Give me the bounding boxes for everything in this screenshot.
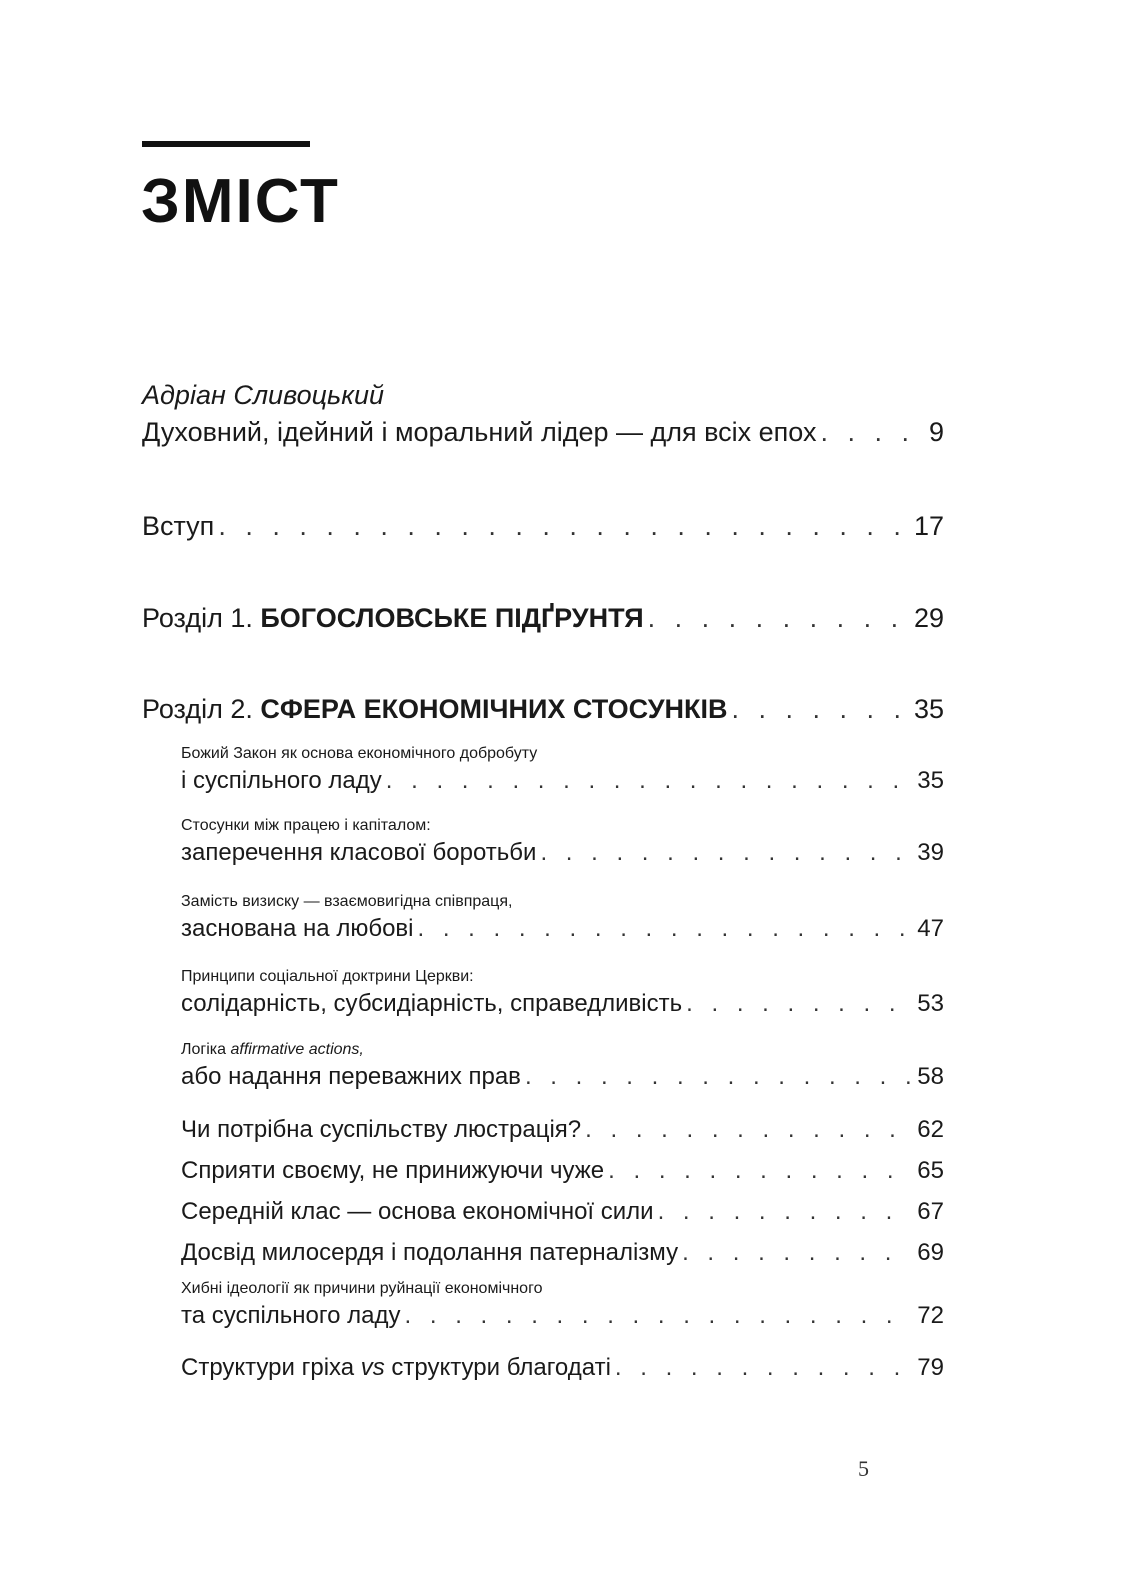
toc-section[interactable] <box>181 1198 944 1226</box>
page-ref: 53 <box>917 990 944 1017</box>
section-title-line1: Стосунки між працею і капіталом: <box>181 817 431 834</box>
section-title-line1-italic: affirmative actions, <box>230 1041 364 1058</box>
section-title-line1-text: Логіка <box>181 1041 231 1058</box>
dot-leader <box>682 1239 911 1267</box>
toc-entry-chapter-2[interactable] <box>142 694 944 725</box>
toc-section[interactable] <box>181 1157 944 1185</box>
toc-entry-intro[interactable] <box>142 511 944 542</box>
page-ref: 69 <box>917 1239 944 1266</box>
page-ref: 35 <box>913 694 944 724</box>
toc-section[interactable] <box>181 817 944 867</box>
dot-leader <box>525 1063 911 1091</box>
section-title-line1: Замість визиску — взаємовигідна співпраця, <box>181 893 513 910</box>
page-ref: 79 <box>917 1354 944 1381</box>
toc-section[interactable] <box>181 968 944 1018</box>
page-ref: 29 <box>913 603 944 633</box>
toc-section[interactable] <box>181 1041 944 1091</box>
section-title-line1 <box>181 1041 944 1059</box>
page-ref: 65 <box>917 1157 944 1184</box>
page-ref: 67 <box>917 1198 944 1225</box>
section-title-line2: або надання переважних прав <box>181 1063 521 1090</box>
page-ref: 72 <box>917 1302 944 1329</box>
section-title-part-2: структури благодаті <box>384 1354 611 1381</box>
dot-leader <box>658 1198 912 1226</box>
dot-leader <box>648 603 908 634</box>
section-title: Досвід милосердя і подолання патерналізму <box>181 1239 679 1266</box>
section-title-line1: Хибні ідеології як причини руйнації економічного <box>181 1280 543 1297</box>
dot-leader <box>732 694 908 725</box>
toc-section[interactable] <box>181 1239 944 1267</box>
section-title-line1: Принципи соціальної доктрини Церкви: <box>181 968 474 985</box>
dot-leader <box>218 511 908 542</box>
toc-section[interactable] <box>181 1280 944 1330</box>
table-of-contents <box>142 0 944 1575</box>
dot-leader <box>405 1302 912 1330</box>
dot-leader <box>540 839 911 867</box>
dot-leader <box>386 767 912 795</box>
toc-entry-chapter-1[interactable] <box>142 603 944 634</box>
page-ref: 35 <box>917 767 944 794</box>
toc-section[interactable] <box>181 893 944 943</box>
page-ref: 47 <box>917 915 944 942</box>
section-title-line2: та суспільного ладу <box>181 1302 401 1329</box>
section-title-part-1: Структури гріха <box>181 1354 361 1381</box>
dot-leader <box>615 1354 911 1382</box>
dot-leader <box>686 990 911 1018</box>
section-title: Чи потрібна суспільству люстрація? <box>181 1116 582 1143</box>
intro-title: Вступ <box>142 511 215 541</box>
dot-leader <box>608 1157 911 1185</box>
chapter-2-title: СФЕРА ЕКОНОМІЧНИХ СТОСУНКІВ <box>260 694 728 724</box>
toc-section[interactable] <box>181 1354 944 1382</box>
section-title-line2: заперечення класової боротьби <box>181 839 537 866</box>
page-title: ЗМІСТ <box>141 167 340 236</box>
page-number: 5 <box>858 1456 869 1481</box>
page-ref: 9 <box>928 417 944 447</box>
dot-leader <box>585 1116 911 1144</box>
foreword-title: Духовний, ідейний і моральний лідер — для всіх епох <box>142 417 817 447</box>
dot-leader <box>418 915 912 943</box>
section-title-italic: vs <box>360 1354 385 1381</box>
chapter-2-prefix: Розділ 2. <box>142 694 253 724</box>
foreword-author: Адріан Сливоцький <box>142 380 384 410</box>
section-title: Середній клас — основа економічної сили <box>181 1198 654 1225</box>
section-title-line2: і суспільного ладу <box>181 767 382 794</box>
chapter-1-prefix: Розділ 1. <box>142 603 253 633</box>
section-title: Сприяти своєму, не принижуючи чуже <box>181 1157 605 1184</box>
chapter-1-title: БОГОСЛОВСЬКЕ ПІДҐРУНТЯ <box>260 603 644 633</box>
section-title-line2: солідарність, субсидіарність, справедливість <box>181 990 683 1017</box>
section-title-line2: заснована на любові <box>181 915 414 942</box>
page-ref: 58 <box>917 1063 944 1090</box>
section-title-line1: Божий Закон як основа економічного добробуту <box>181 745 538 762</box>
page-ref: 62 <box>917 1116 944 1143</box>
toc-entry-foreword[interactable] <box>142 380 944 448</box>
page-ref: 39 <box>917 839 944 866</box>
section-title <box>181 1354 611 1382</box>
page-ref: 17 <box>913 511 944 541</box>
toc-section[interactable] <box>181 745 944 795</box>
dot-leader <box>821 417 923 448</box>
toc-section[interactable] <box>181 1116 944 1144</box>
